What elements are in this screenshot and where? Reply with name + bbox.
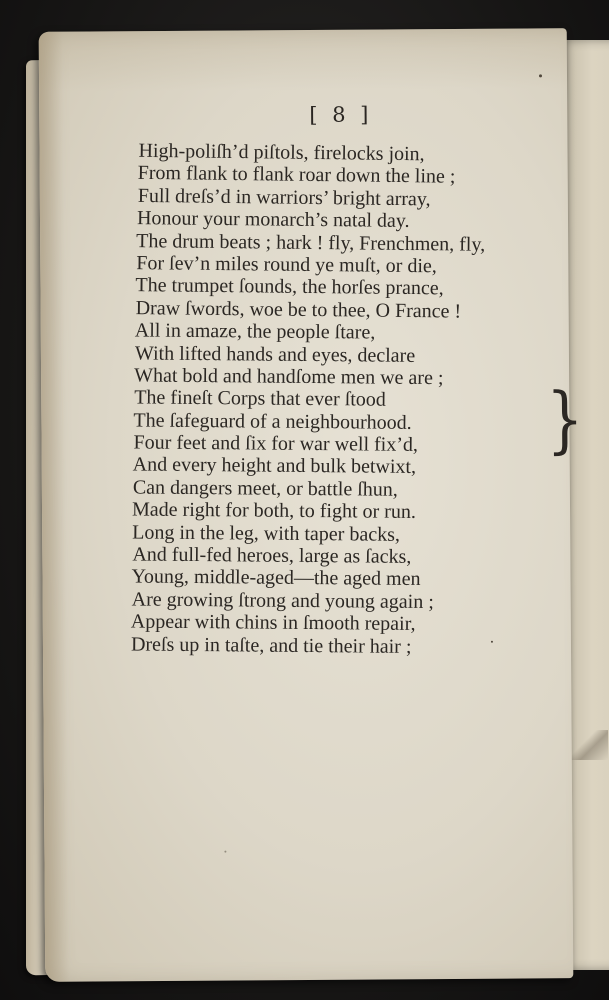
paper-speck bbox=[539, 74, 542, 77]
poem-line: Are growing ſtrong and young again ; bbox=[131, 588, 434, 613]
poem-line: The trumpet ſounds, the horſes prance, bbox=[135, 274, 444, 300]
poem-line: High-poliſh’d piſtols, firelocks join, bbox=[138, 139, 425, 166]
poem-line: Appear with chins in ſmooth repair, bbox=[130, 610, 416, 636]
poem-line: Draw ſwords, woe be to thee, O France ! bbox=[135, 296, 462, 323]
poem-line: Dreſs up in taſte, and tie their hair ; bbox=[130, 633, 412, 658]
poem-line: Four feet and ſix for war well fix’d, bbox=[133, 431, 419, 457]
poem-line: For ſev’n miles round ye muſt, or die, bbox=[136, 252, 437, 278]
poem-line: The fineſt Corps that ever ſtood bbox=[134, 386, 386, 411]
poem-line: All in amaze, the people ſtare, bbox=[134, 319, 376, 344]
paper-speck bbox=[224, 851, 226, 853]
book-page bbox=[39, 28, 584, 982]
poem-line: And every height and bulk betwixt, bbox=[132, 453, 417, 479]
poem-line: What bold and handſome men we are ; bbox=[134, 364, 444, 390]
poem-line: With lifted hands and eyes, declare bbox=[134, 341, 416, 367]
poem-line: The drum beats ; hark ! fly, Frenchmen, fly, bbox=[136, 229, 486, 256]
poem-line: Long in the leg, with taper backs, bbox=[132, 521, 401, 546]
page-number: [ 8 ] bbox=[309, 102, 373, 127]
paper-speck bbox=[491, 641, 493, 643]
poem-line: Can dangers meet, or battle ſhun, bbox=[132, 476, 398, 501]
poem-line: Young, middle-aged—the aged men bbox=[131, 565, 421, 591]
poem-line: Full dreſs’d in warriors’ bright array, bbox=[137, 184, 431, 211]
poem-line: The ſafeguard of a neighbourhood. bbox=[133, 409, 412, 434]
curly-brace-mark: } bbox=[546, 376, 584, 462]
poem-line: From flank to flank roar down the line ; bbox=[137, 162, 456, 189]
paper-tear bbox=[568, 730, 608, 760]
poem-line: Honour your monarch’s natal day. bbox=[136, 207, 410, 233]
poem-line: And full-fed heroes, large as ſacks, bbox=[132, 543, 412, 568]
poem-text bbox=[130, 139, 491, 658]
poem-line: Made right for both, to fight or run. bbox=[131, 498, 416, 524]
